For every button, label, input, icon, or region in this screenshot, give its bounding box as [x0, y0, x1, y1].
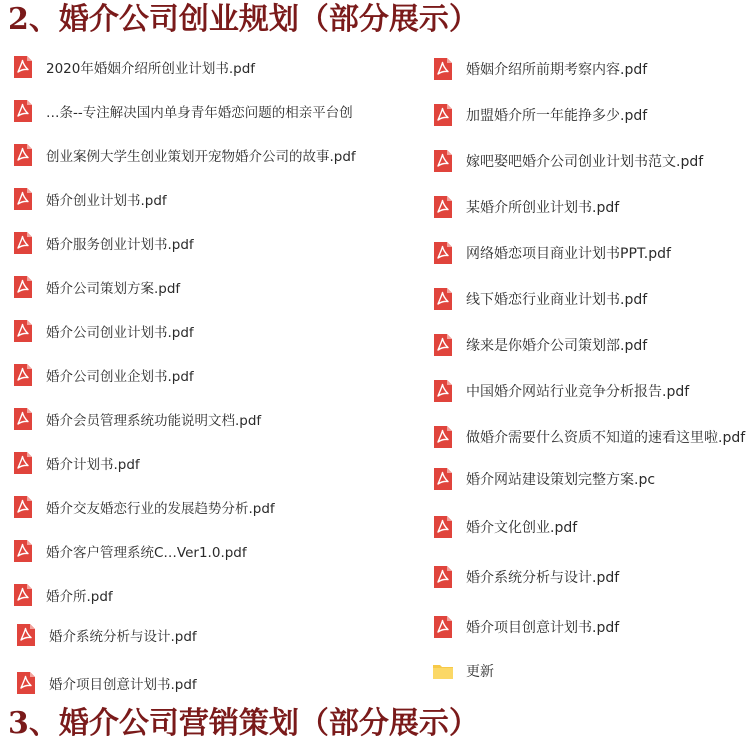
file-name: 婚介项目创意计划书.pdf: [49, 677, 197, 693]
pdf-icon: [12, 55, 34, 79]
pdf-icon: [432, 287, 454, 311]
file-name: 网络婚恋项目商业计划书PPT.pdf: [466, 246, 671, 262]
pdf-icon: [432, 333, 454, 357]
file-item[interactable]: [12, 580, 113, 610]
file-item[interactable]: [12, 536, 247, 566]
file-name: 婚介公司策划方案.pdf: [46, 281, 181, 297]
file-item[interactable]: [12, 404, 261, 434]
file-item[interactable]: [432, 146, 703, 176]
file-name: 婚介创业计划书.pdf: [46, 193, 167, 209]
file-name: 婚介公司创业计划书.pdf: [46, 325, 194, 341]
file-name: 更新: [466, 664, 494, 680]
file-name: 婚介计划书.pdf: [46, 457, 140, 473]
file-name: 婚介客户管理系统C…Ver1.0.pdf: [46, 545, 247, 561]
file-item[interactable]: [12, 228, 194, 258]
file-item[interactable]: [12, 96, 353, 126]
file-name: 线下婚恋行业商业计划书.pdf: [466, 292, 648, 308]
pdf-icon: [12, 99, 34, 123]
file-name: 婚介服务创业计划书.pdf: [46, 237, 194, 253]
pdf-icon: [432, 467, 454, 491]
pdf-icon: [432, 615, 454, 639]
file-name: 婚介文化创业.pdf: [466, 520, 578, 536]
pdf-icon: [432, 515, 454, 539]
file-name: 婚介项目创意计划书.pdf: [466, 620, 620, 636]
file-item[interactable]: [432, 612, 619, 642]
pdf-icon: [12, 363, 34, 387]
pdf-icon: [12, 187, 34, 211]
file-name: 做婚介需要什么资质不知道的速看这里啦.pdf: [466, 430, 746, 446]
pdf-icon: [12, 143, 34, 167]
file-item[interactable]: [432, 422, 745, 452]
file-name: 婚介交友婚恋行业的发展趋势分析.pdf: [46, 501, 275, 517]
file-item[interactable]: [12, 316, 194, 346]
file-item[interactable]: [432, 376, 689, 406]
pdf-icon: [432, 565, 454, 589]
file-item[interactable]: [432, 656, 494, 686]
pdf-icon: [12, 495, 34, 519]
file-name: 婚姻介绍所前期考察内容.pdf: [466, 62, 648, 78]
folder-icon: [432, 659, 454, 683]
file-name: 加盟婚介所一年能挣多少.pdf: [466, 108, 648, 124]
file-item[interactable]: [12, 140, 356, 170]
pdf-icon: [432, 149, 454, 173]
file-item[interactable]: [12, 360, 194, 390]
file-name: 2020年婚姻介绍所创业计划书.pdf: [46, 61, 256, 77]
pdf-icon: [15, 671, 37, 695]
pdf-icon: [12, 231, 34, 255]
section-heading-business-plan: 2、婚介公司创业规划（部分展示）: [8, 2, 479, 37]
file-name: 中国婚介网站行业竞争分析报告.pdf: [466, 384, 690, 400]
file-item[interactable]: [12, 448, 140, 478]
file-name: 婚介会员管理系统功能说明文档.pdf: [46, 413, 262, 429]
section-heading-marketing-plan: 3、婚介公司营销策划（部分展示）: [8, 706, 479, 741]
file-item[interactable]: [12, 492, 275, 522]
file-item[interactable]: [432, 100, 647, 130]
file-name: 创业案例大学生创业策划开宠物婚介公司的故事.pdf: [46, 149, 356, 165]
file-item[interactable]: [432, 238, 671, 268]
pdf-icon: [432, 425, 454, 449]
pdf-icon: [432, 103, 454, 127]
pdf-icon: [12, 407, 34, 431]
file-item[interactable]: [432, 464, 655, 494]
pdf-icon: [12, 451, 34, 475]
file-item[interactable]: [432, 192, 619, 222]
pdf-icon: [12, 275, 34, 299]
file-name: 婚介系统分析与设计.pdf: [466, 570, 620, 586]
pdf-icon: [432, 195, 454, 219]
file-name: 缘来是你婚介公司策划部.pdf: [466, 338, 648, 354]
file-item[interactable]: [432, 562, 619, 592]
file-name: 嫁吧娶吧婚介公司创业计划书范文.pdf: [466, 154, 704, 170]
file-name: 婚介系统分析与设计.pdf: [49, 629, 197, 645]
file-name: …条--专注解决国内单身青年婚恋问题的相亲平台创: [46, 105, 353, 121]
file-item[interactable]: [432, 330, 647, 360]
pdf-icon: [12, 539, 34, 563]
file-item[interactable]: [12, 184, 167, 214]
file-item[interactable]: [15, 620, 197, 650]
file-name: 婚介网站建设策划完整方案.pc: [466, 472, 656, 488]
pdf-icon: [432, 241, 454, 265]
pdf-icon: [12, 319, 34, 343]
file-item[interactable]: [432, 284, 647, 314]
file-name: 某婚介所创业计划书.pdf: [466, 200, 620, 216]
file-item[interactable]: [432, 54, 647, 84]
file-name: 婚介所.pdf: [46, 589, 113, 605]
file-item[interactable]: [12, 52, 255, 82]
pdf-icon: [12, 583, 34, 607]
pdf-icon: [432, 57, 454, 81]
pdf-icon: [432, 379, 454, 403]
file-item[interactable]: [432, 512, 577, 542]
file-item[interactable]: [12, 272, 180, 302]
pdf-icon: [15, 623, 37, 647]
file-item[interactable]: [15, 668, 197, 698]
file-name: 婚介公司创业企划书.pdf: [46, 369, 194, 385]
